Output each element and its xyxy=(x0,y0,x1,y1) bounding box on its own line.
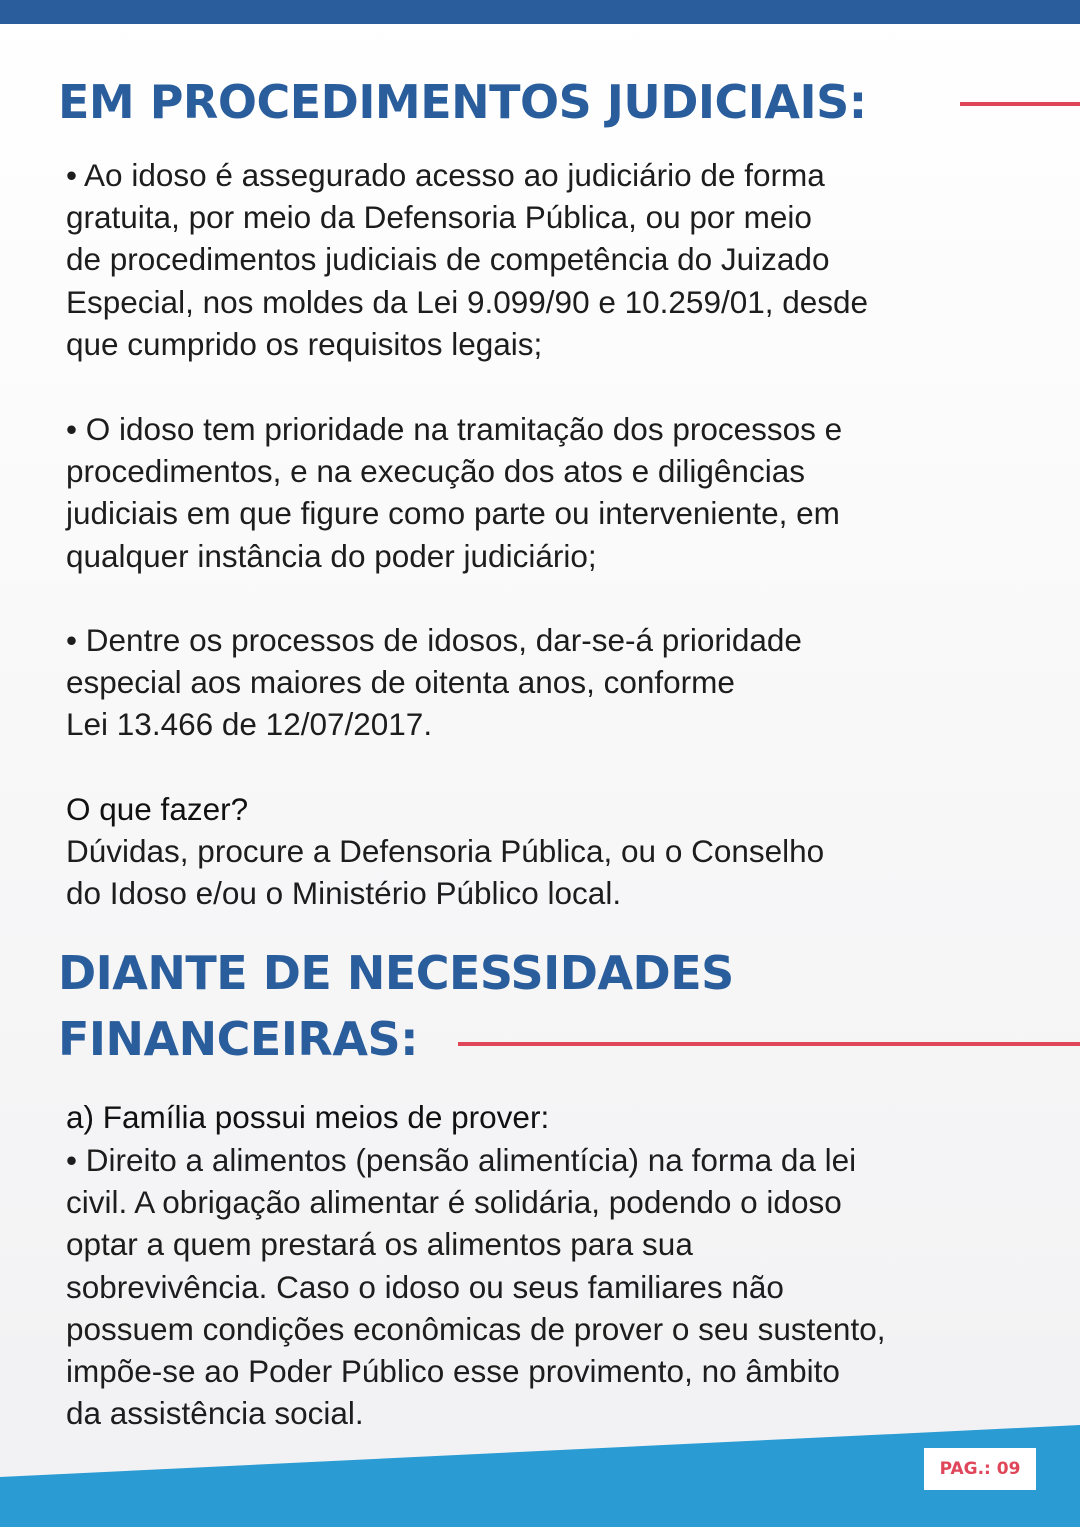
title-underline-financial xyxy=(458,1042,1080,1046)
judicial-bullet-1: • Ao idoso é assegurado acesso ao judiciário de forma gratuita, por meio da Defensoria Pública, ou por meio de procedimentos judiciais de competência do Juizado Especial, nos moldes da Lei 9.099/90 e 10.259/01, desde que cumprido os requisitos legais; xyxy=(66,157,869,362)
section-title-judicial: EM PROCEDIMENTOS JUDICIAIS: xyxy=(58,75,867,129)
section-title-financial-line2: FINANCEIRAS: xyxy=(58,1012,418,1066)
page-number-badge: PAG.: 09 xyxy=(924,1448,1036,1490)
section-title-financial-line1: DIANTE DE NECESSIDADES xyxy=(58,946,734,1000)
judicial-bullet-2: • O idoso tem prioridade na tramitação dos processos e procedimentos, e na execução dos atos e diligências judiciais em que figure como parte ou interveniente, em qualquer instância do poder judiciário; xyxy=(66,411,843,574)
what-to-do-text: Dúvidas, procure a Defensoria Pública, ou o Conselho do Idoso e/ou o Ministério Público local. xyxy=(66,833,825,912)
footer-band-shape xyxy=(0,1425,1080,1527)
top-bar xyxy=(0,0,1080,24)
title-underline-judicial xyxy=(960,102,1080,106)
what-to-do-label: O que fazer? xyxy=(66,791,249,827)
footer-band xyxy=(0,1425,1080,1527)
family-bullet-1: • Direito a alimentos (pensão alimentícia) na forma da lei civil. A obrigação alimentar é solidária, podendo o idoso optar a quem prestará os alimentos para sua sobrevivência. Caso o idoso ou seus familiares não possuem condições econômicas de prover o seu sustento, impõe-se ao Poder Público esse provimento, no âmbito da assistência social. xyxy=(66,1142,886,1432)
family-subhead: a) Família possui meios de prover: xyxy=(66,1099,550,1135)
judicial-bullet-3: • Dentre os processos de idosos, dar-se-á prioridade especial aos maiores de oitenta anos, conforme Lei 13.466 de 12/07/2017. xyxy=(66,622,802,743)
